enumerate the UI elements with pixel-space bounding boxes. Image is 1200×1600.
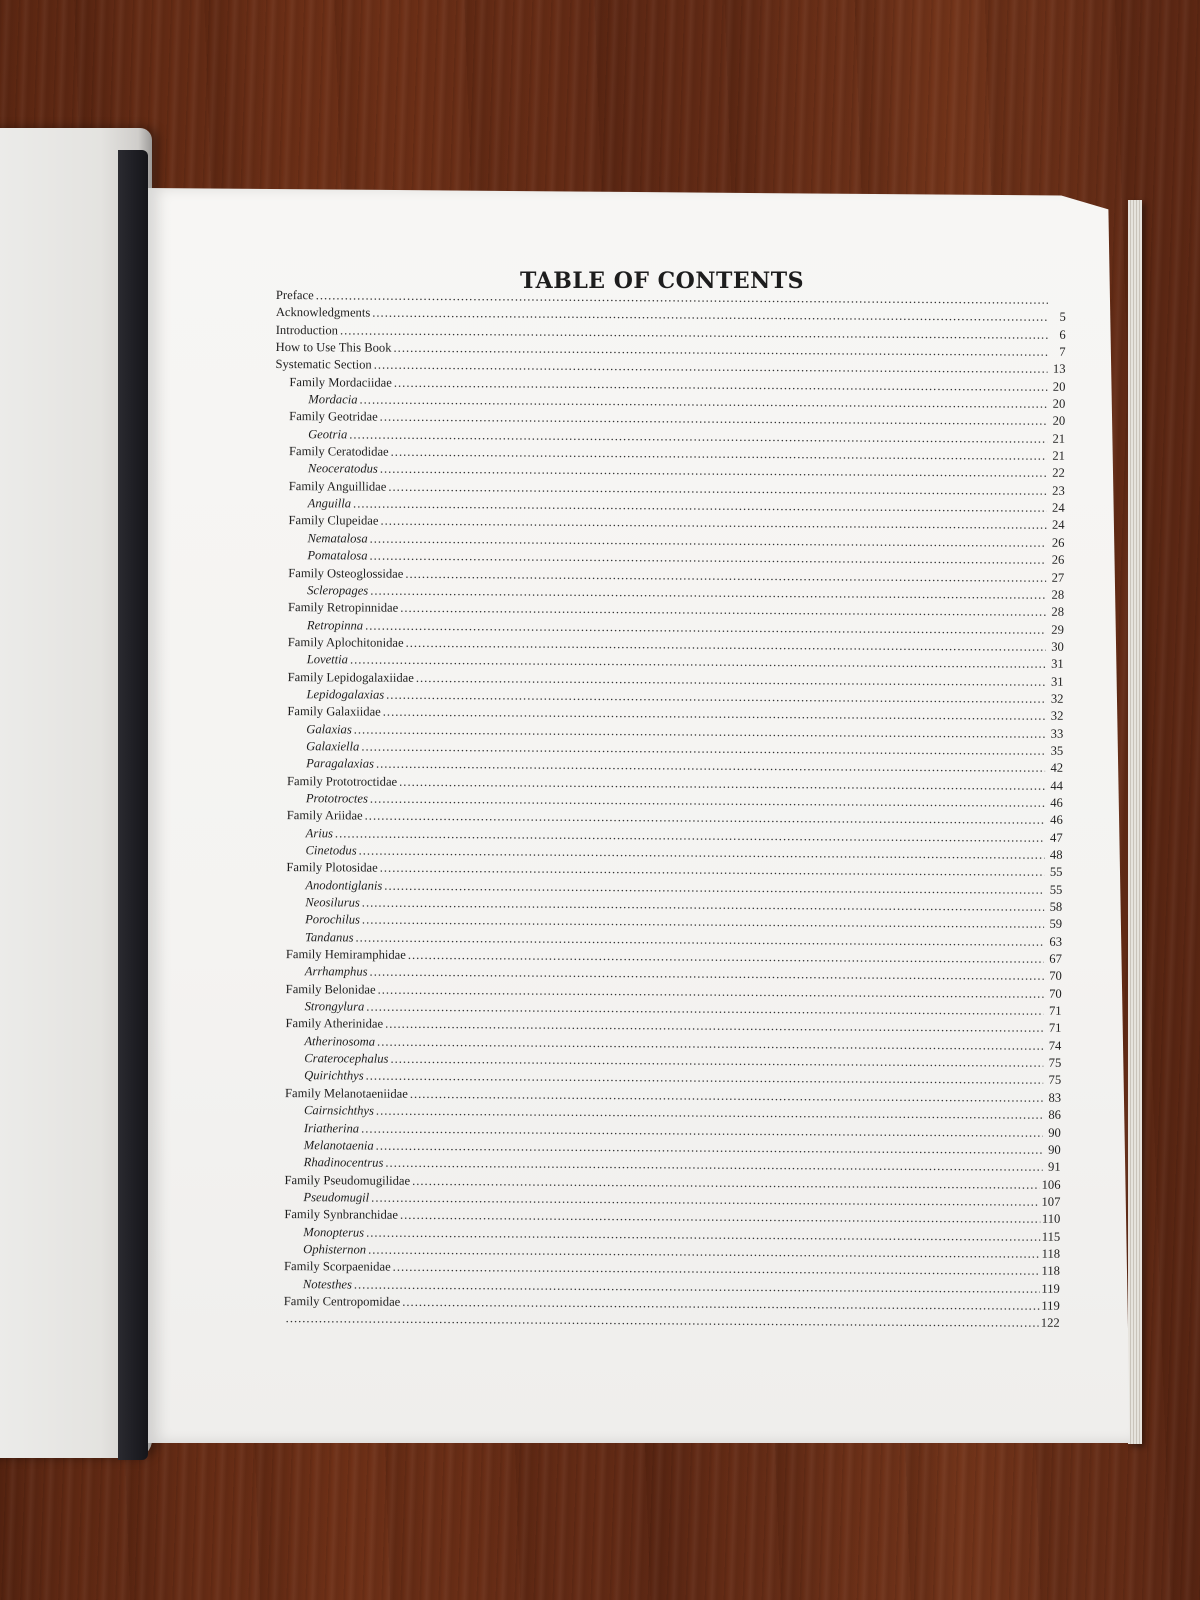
toc-entry-label: Prototroctes (305, 791, 368, 806)
toc-entry-label: Tandanus (304, 929, 354, 945)
toc-entry-label: Family Centropomidae (283, 1294, 401, 1309)
toc-entry-page: 20 (1052, 379, 1066, 394)
toc-entry-label: Family Belonidae (285, 981, 376, 997)
toc-entry-page: 20 (1052, 396, 1066, 411)
toc-entry-label: Mordacia (308, 392, 358, 407)
toc-entry-label: Neosilurus (305, 895, 360, 910)
toc-entry-label: Notesthes (302, 1276, 352, 1292)
book-cover-edge (118, 150, 148, 1460)
toc-entry-page: 58 (1049, 899, 1063, 914)
toc-entry-label: Preface (275, 287, 314, 303)
toc-entry-page: 118 (1041, 1246, 1061, 1261)
toc-entry-label: Family Retropinnidae (288, 600, 399, 615)
toc-entry-page: 13 (1052, 362, 1066, 377)
toc-entry-page: 27 (1051, 570, 1065, 585)
toc-entry-page: 118 (1041, 1263, 1061, 1279)
toc-entry-page: 31 (1051, 656, 1064, 672)
toc-entry-page: 28 (1051, 587, 1065, 602)
toc-entry-page: 91 (1048, 1159, 1061, 1174)
toc-entry-label: Family Aplochitonidae (287, 634, 404, 650)
toc-entry-label: Quirichthys (304, 1068, 364, 1084)
toc-entry-page: 20 (1052, 414, 1066, 429)
toc-entry-label: Family Ariidae (286, 808, 363, 823)
toc-entry-label: Neoceratodus (307, 461, 378, 477)
toc-entry-label: Strongylura (304, 999, 365, 1014)
toc-entry-label: Anodontiglanis (305, 877, 383, 893)
toc-entry-page: 42 (1050, 761, 1064, 776)
toc-entry-label: Cinetodus (305, 843, 357, 858)
toc-entry-label: Family Hemiramphidae (285, 947, 406, 962)
toc-entry-page: 48 (1049, 847, 1063, 862)
toc-entry-label: Lovettia (306, 652, 349, 667)
toc-entry-page: 31 (1050, 674, 1064, 689)
toc-entry-page: 35 (1050, 743, 1064, 758)
toc-entry-page: 63 (1049, 934, 1063, 949)
toc-entry-page: 106 (1041, 1177, 1061, 1192)
toc-entry-page: 115 (1041, 1229, 1061, 1244)
toc-entry-label: Cairnsichthys (303, 1103, 374, 1118)
toc-entry-label: Monopterus (303, 1224, 365, 1240)
toc-entry-page: 26 (1051, 552, 1065, 567)
toc-entry-label: Retropinna (306, 617, 364, 633)
toc-entry-label: Family Pseudomugilidae (284, 1172, 411, 1188)
toc-entry-label: Systematic Section (275, 357, 372, 372)
page-edges (1128, 200, 1142, 1444)
toc-entry-label: Paragalaxias (306, 756, 375, 771)
toc-entry-page: 26 (1051, 535, 1065, 550)
toc-entry-label: Pseudomugil (303, 1190, 370, 1205)
toc-entry-label: Galaxiella (306, 739, 360, 754)
toc-entry-page: 47 (1050, 830, 1063, 845)
toc-entry-page: 83 (1048, 1090, 1062, 1105)
toc-entry-page: 24 (1051, 518, 1065, 533)
toc-entry-label: Family Anguillidae (288, 478, 387, 494)
toc-entry-page: 46 (1050, 795, 1063, 810)
toc-entry-page: 70 (1049, 969, 1062, 984)
toc-entry-page: 28 (1051, 604, 1065, 620)
page-title: TABLE OF CONTENTS (520, 268, 804, 294)
toc-entry-page: 71 (1048, 1003, 1062, 1018)
toc-entry-page: 32 (1050, 691, 1064, 706)
toc-entry-label: Lepidogalaxias (306, 687, 385, 702)
toc-entry-page: 110 (1041, 1211, 1061, 1227)
toc-entry-label: Family Melanotaeniidae (285, 1085, 408, 1101)
toc-entry-page: 24 (1052, 500, 1065, 515)
toc-entry-label: Family Ceratodidae (288, 444, 389, 459)
toc-entry-label: Family Lepidogalaxiidae (287, 669, 414, 685)
toc-entry-page: 70 (1049, 986, 1062, 1001)
toc-entry-page: 122 (1040, 1315, 1060, 1331)
toc-entry-label: Rhadinocentrus (303, 1155, 384, 1170)
toc-entry-label: Family Synbranchidae (284, 1207, 399, 1222)
toc-entry-page: 29 (1051, 622, 1064, 637)
toc-entry-label: Family Prototroctidae (286, 773, 398, 789)
toc-entry-label: Family Osteoglossidae (288, 565, 404, 581)
toc-entry-label: Pomatalosa (307, 548, 368, 563)
toc-entry-page: 75 (1048, 1073, 1062, 1088)
toc-entry-label: Anguilla (307, 496, 352, 511)
toc-entry-page: 55 (1049, 882, 1063, 897)
toc-entry-page: 107 (1041, 1194, 1061, 1209)
toc-entry-label: Acknowledgments (275, 305, 371, 320)
toc-entry-page: 90 (1048, 1125, 1061, 1140)
toc-entry-label: Family Galaxiidae (287, 704, 381, 719)
toc-entry-page: 59 (1049, 917, 1063, 932)
toc-entry-label: Family Atherinidae (285, 1016, 384, 1032)
toc-entry-page: 55 (1049, 865, 1063, 880)
toc-entry-page: 32 (1050, 708, 1064, 724)
toc-entry-page: 33 (1050, 726, 1064, 741)
toc-entry-page: 71 (1048, 1021, 1062, 1036)
toc-entry-page: 22 (1052, 466, 1065, 481)
toc-entry-page: 21 (1052, 448, 1066, 463)
toc-entry-page: 119 (1041, 1298, 1060, 1313)
toc-entry-page: 5 (1059, 310, 1066, 325)
toc-entry-label: Arius (305, 825, 334, 841)
toc-entry-label: Family Geotridae (289, 409, 378, 425)
toc-entry-label: Family Clupeidae (288, 513, 379, 529)
toc-entry-label: Introduction (275, 322, 339, 338)
toc-entry-label: Ophisternon (303, 1242, 367, 1257)
toc-entry-page: 86 (1048, 1107, 1061, 1122)
toc-entry-page: 75 (1048, 1055, 1062, 1070)
table-of-contents (270, 287, 1066, 1332)
toc-entry-page: 46 (1050, 813, 1063, 828)
toc-entry-page: 23 (1052, 483, 1065, 498)
toc-entry-label: Galaxias (306, 721, 352, 737)
toc-entry-label: Family Scorpaenidae (283, 1259, 391, 1274)
toc-entry-label: Craterocephalus (304, 1051, 389, 1066)
toc-entry-label: Geotria (308, 426, 348, 442)
toc-entry-page: 67 (1049, 951, 1062, 966)
toc-entry-label: Atherinosoma (304, 1033, 376, 1049)
toc-entry-label: Arrhamphus (304, 964, 368, 979)
toc-entry-label: How to Use This Book (275, 340, 392, 355)
toc-entry-page: 21 (1052, 431, 1066, 446)
toc-entry-label: Nematalosa (307, 531, 368, 546)
toc-entry-label: Family Mordaciidae (289, 374, 392, 390)
toc-entry-page: 30 (1051, 639, 1064, 654)
toc-entry-label: Scleropages (307, 583, 369, 598)
toc-entry-page: 44 (1050, 778, 1064, 793)
toc-entry-label: Iriatherina (303, 1120, 360, 1136)
toc-entry-label: Melanotaenia (303, 1138, 374, 1153)
toc-entry-label: Family Plotosidae (286, 860, 378, 875)
toc-entry-page: 74 (1048, 1038, 1062, 1053)
toc-entry-page: 6 (1059, 327, 1066, 342)
toc-entry-page: 90 (1048, 1142, 1061, 1157)
toc-entry-page: 119 (1041, 1281, 1060, 1296)
toc-entry-page: 7 (1059, 344, 1066, 359)
toc-entry-label: Porochilus (305, 912, 360, 927)
